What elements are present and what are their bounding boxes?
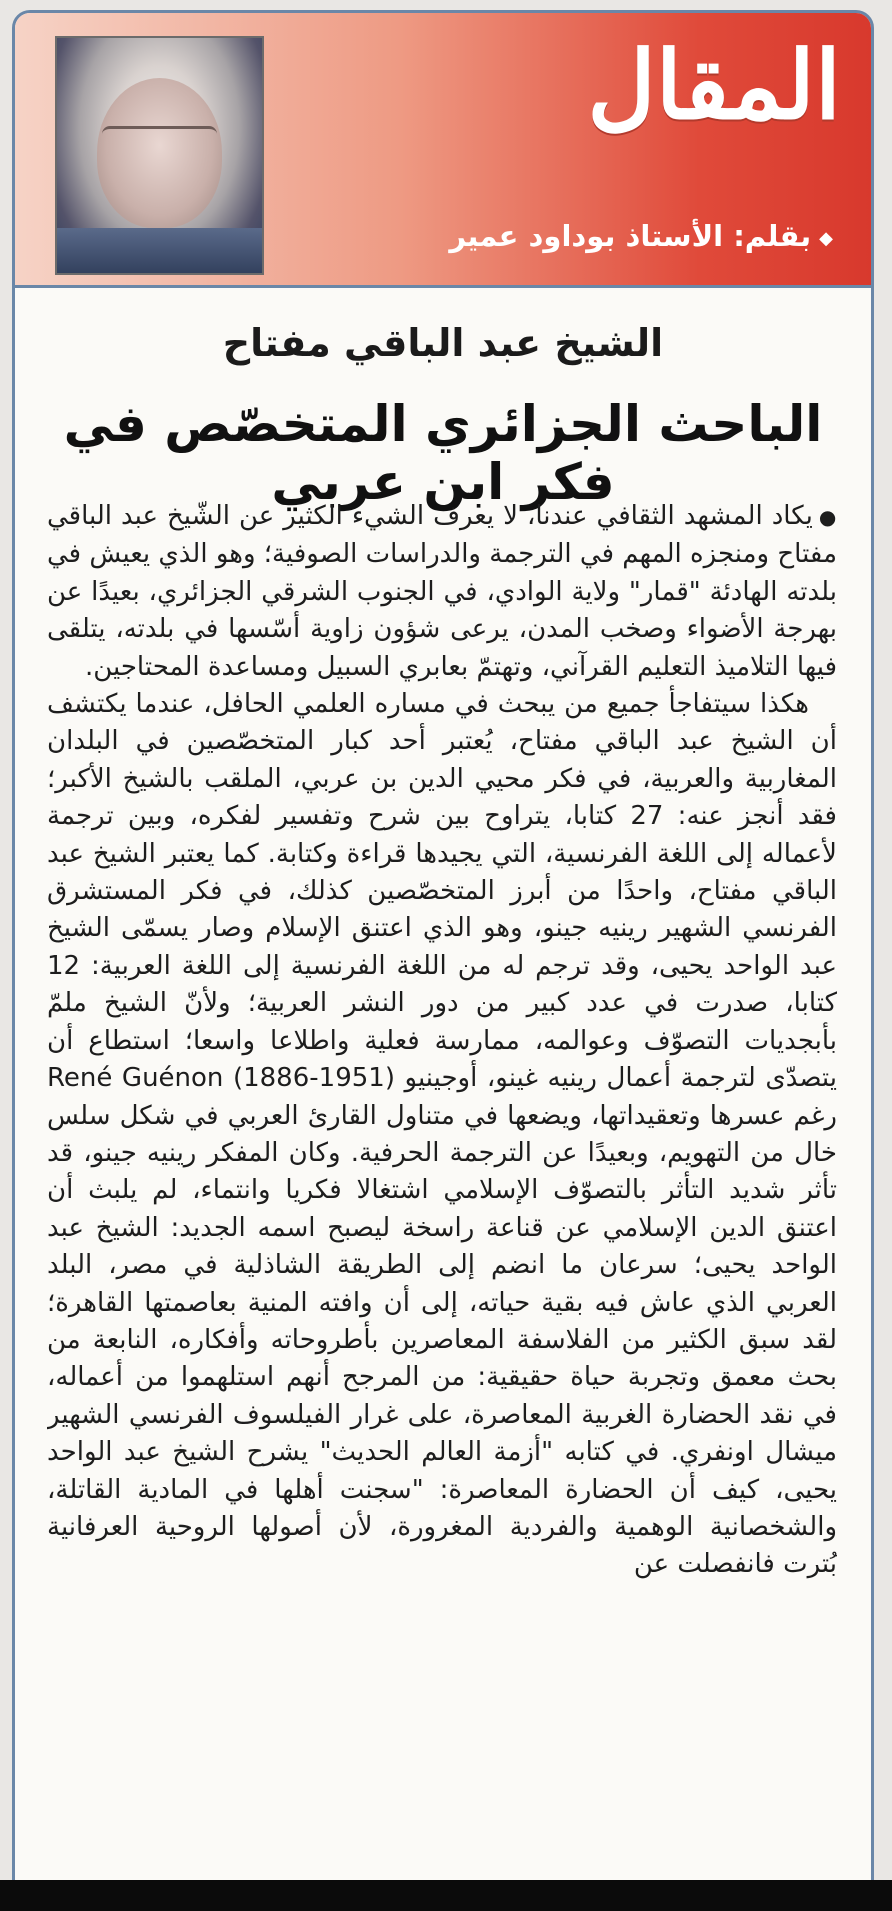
article-title: الشيخ عبد الباقي مفتاح: [222, 321, 664, 365]
author-shirt: [57, 228, 262, 273]
article-subtitle: الباحث الجزائري المتخصّص في فكر ابن عربي: [63, 395, 823, 511]
paragraph-text: يكاد المشهد الثقافي عندنا، لا يعرف الشيء الكثير عن الشّيخ عبد الباقي مفتاح ومنجزه المهم في الترجمة والدراسات الصوفية؛ وهو الذي يعيش في بلدته الهادئة "قمار" ولاية الوادي، في الجنوب الشرقي الجزائري، بعيدًا عن بهرجة الأضواء وصخب المدن، يرعى شؤون زاوية أسّسها في بلدته، يتلقى فيها التلاميذ التعليم القرآني، وتهتمّ بعابري السبيل ومساعدة المحتاجين.: [47, 501, 837, 682]
column-header: [15, 13, 871, 288]
article-paragraph: [47, 498, 837, 686]
article-frame: [12, 10, 874, 1906]
bullet-icon: ●: [818, 505, 837, 529]
author-face: [97, 78, 222, 228]
diamond-bullet-icon: ◆: [819, 227, 833, 249]
author-glasses: [102, 126, 217, 151]
column-masthead: المقال: [587, 31, 841, 141]
screen-bottom-bar: [0, 1880, 892, 1911]
article-paragraph: هكذا سيتفاجأ جميع من يبحث في مساره العلمي الحافل، عندما يكتشف أن الشيخ عبد الباقي مفتاح، يُعتبر أحد كبار المتخصّصين في البلدان المغاربية والعربية، في فكر محيي الدين بن عربي، الملقب بالشيخ الأكبر؛ فقد أنجز عنه: 27 كتابا، يتراوح بين شرح وتفسير لفكره، وبين ترجمة لأعماله إلى اللغة الفرنسية، التي يجيدها قراءة وكتابة. كما يعتبر الشيخ عبد الباقي مفتاح، واحدًا من أبرز المتخصّصين كذلك، في فكر المستشرق الفرنسي الشهير رينيه جينو، وهو الذي اعتنق الإسلام وصار يسمّى الشيخ عبد الواحد يحيى، وقد ترجم له من اللغة الفرنسية إلى اللغة العربية: 12 كتابا، صدرت في عدد كبير من دور النشر العربية؛ ولأنّ الشيخ ملمّ بأبجديات التصوّف وعوالمه، ممارسة فعلية واطلاعا واسعا؛ استطاع أن يتصدّى لترجمة أعمال رينيه غينو، أوجينيو René Guénon (1886-1951) رغم عسرها وتعقيداتها، ويضعها في متناول القارئ العربي في شكل سلس خال من التهويم، وبعيدًا عن الترجمة الحرفية. وكان المفكر رينيه جينو، قد تأثر شديد التأثر بالتصوّف الإسلامي اشتغالا فكريا وانتماء، لم يلبث أن اعتنق الدين الإسلامي عن قناعة راسخة ليصبح اسمه الجديد: الشيخ عبد الواحد يحيى؛ سرعان ما انضم إلى الطريقة الشاذلية في مصر، البلد العربي الذي عاش فيه بقية حياته، إلى أن وافته المنية بعاصمتها القاهرة؛ لقد سبق الكثير من الفلاسفة المعاصرين بأطروحاته وأفكاره، النابعة من بحث معمق وتجربة حياة حقيقية: من المرجح أنهم استلهموا من أعماله، في نقد الحضارة الغربية المعاصرة، على غرار الفيلسوف الفرنسي الشهير ميشال اونفري. في كتابه "أزمة العالم الحديث" يشرح الشيخ عبد الواحد يحيى، كيف أن الحضارة المعاصرة: "سجنت أهلها في المادية القاتلة، والشخصانية الوهمية والفردية المغرورة، لأن أصولها الروحية العرفانية بُترت فانفصلت عن: [47, 689, 837, 1580]
author-byline: [449, 219, 833, 253]
article-body: [47, 498, 837, 1888]
byline-text: بقلم: الأستاذ بوداود عمير: [449, 219, 812, 253]
author-photo: [55, 36, 264, 275]
